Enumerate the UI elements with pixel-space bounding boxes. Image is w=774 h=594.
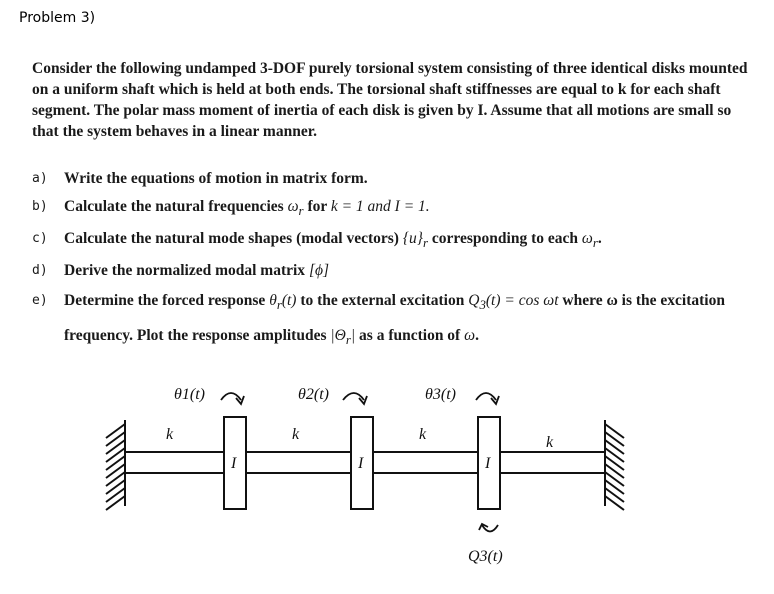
part-c-text-2: corresponding to each xyxy=(428,230,582,248)
subscript-r: r xyxy=(345,332,351,348)
amplitude-symbol: |Θ xyxy=(330,327,346,345)
part-b xyxy=(32,193,762,225)
modal-vector-symbol: {u} xyxy=(402,230,423,248)
omega-symbol: ω xyxy=(287,198,299,215)
left-wall xyxy=(106,420,125,510)
part-e-text-2: to the external excitation xyxy=(296,292,469,310)
stiffness-label-4: k xyxy=(546,434,554,451)
part-b-for: for xyxy=(303,198,331,215)
part-e-label: e) xyxy=(32,293,48,309)
omega-symbol: ω xyxy=(464,327,476,345)
theta-3-label: θ3(t) xyxy=(425,386,456,403)
part-e-text-3: where ω is the excitation frequency. Plot the response amplitudes xyxy=(64,292,725,345)
excitation-arrow-icon xyxy=(479,524,498,532)
part-e-text: Determine the forced response xyxy=(64,292,270,310)
subscript-r: r xyxy=(422,235,429,251)
excitation-symbol: Q xyxy=(468,292,480,310)
stiffness-label-2: k xyxy=(292,426,300,443)
part-c-text: Calculate the natural mode shapes (modal vectors) xyxy=(64,230,403,248)
modal-matrix-symbol: [ϕ] xyxy=(308,262,330,280)
subscript-r: r xyxy=(276,297,282,313)
stiffness-label-1: k xyxy=(166,426,174,443)
right-wall xyxy=(605,420,624,510)
subscript-3: 3 xyxy=(479,297,486,313)
part-d-label: d) xyxy=(32,263,48,279)
rotation-arrow-icon xyxy=(476,393,499,404)
disk-1-inertia-label: I xyxy=(231,455,237,472)
omega-symbol: ω xyxy=(581,230,593,248)
disk-3-inertia-label: I xyxy=(485,455,491,472)
period: . xyxy=(597,230,602,248)
theta-1-label: θ1(t) xyxy=(174,386,205,403)
theta-2-label: θ2(t) xyxy=(298,386,329,403)
part-a-label: a) xyxy=(32,171,48,186)
part-a xyxy=(32,165,762,193)
part-d xyxy=(32,257,762,285)
excitation-expression: (t) = cos ωt xyxy=(485,292,559,310)
problem-statement: Consider the following undamped 3-DOF purely torsional system consisting of three identical disks mounted on a uniform shaft which is held at both ends. The torsional shaft stiffnesses are equal to k for each shaft segment. The polar mass moment of inertia of each disk is given by I. Assume that all motions are small so that the system behaves in a linear manner. xyxy=(32,60,748,140)
stiffness-label-3: k xyxy=(419,426,427,443)
part-c xyxy=(32,225,762,257)
part-a-text: Write the equations of motion in matrix form. xyxy=(64,170,368,187)
part-c-label: c) xyxy=(32,231,48,247)
problem-heading: Problem 3) xyxy=(19,10,96,26)
amplitude-bar: | xyxy=(350,327,356,345)
part-b-text: Calculate the natural frequencies xyxy=(64,198,284,215)
time-argument: (t) xyxy=(281,292,297,310)
subscript-r: r xyxy=(592,235,598,251)
excitation-label: Q3(t) xyxy=(468,548,503,565)
question-list xyxy=(32,165,762,355)
part-e-text-4: as a function of xyxy=(355,327,465,345)
subscript-r: r xyxy=(298,203,304,219)
parameter-values: k = 1 and I = 1. xyxy=(330,198,430,215)
theta-symbol: θ xyxy=(269,292,277,310)
period: . xyxy=(475,327,479,345)
part-e xyxy=(32,285,762,355)
disk-2-inertia-label: I xyxy=(358,455,364,472)
rotation-arrow-icon xyxy=(221,393,244,404)
part-d-text: Derive the normalized modal matrix xyxy=(64,262,309,280)
torsional-system-diagram xyxy=(0,360,774,594)
rotation-arrow-icon xyxy=(343,393,367,404)
part-b-label: b) xyxy=(32,199,48,214)
